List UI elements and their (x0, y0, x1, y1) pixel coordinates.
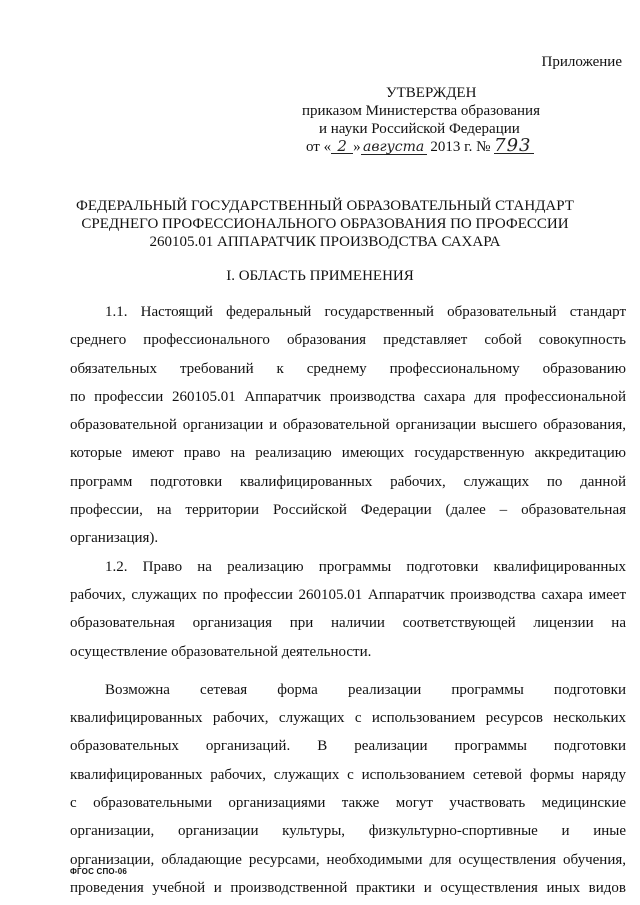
appendix-label: Приложение (541, 54, 622, 70)
handwritten-month: августа (361, 140, 427, 155)
text-line: осуществление образовательной деятельности. (70, 643, 372, 660)
text-line: Возможна сетевая форма реализации программы подготовки (105, 681, 626, 698)
text-line: обязательных требований к среднему профессиональному образованию (70, 360, 626, 377)
text-line: образовательная организация при наличии соответствующей лицензии на (70, 615, 626, 632)
text-line: квалифицированных рабочих, служащих с использованием ресурсов нескольких (70, 710, 626, 727)
title-line-2: СРЕДНЕГО ПРОФЕССИОНАЛЬНОГО ОБРАЗОВАНИЯ ПО ПРОФЕССИИ (81, 216, 569, 232)
paragraph-1-1 (70, 298, 626, 553)
text-line: 1.2. Право на реализацию программы подготовки квалифицированных (105, 558, 626, 575)
title-line-3: 260105.01 АППАРАТЧИК ПРОИЗВОДСТВА САХАРА (149, 234, 501, 250)
text-line: образовательной организации и образовательной организации высшего образования, (70, 417, 626, 434)
text-line: по профессии 260105.01 Аппаратчик производства сахара для профессиональной (70, 388, 626, 405)
paragraph-network-form (70, 676, 626, 902)
footer-code: ФГОС СПО-06 (70, 867, 127, 876)
text-line: профессии, на территории Российской Федерации (далее – образовательная (70, 502, 626, 519)
date-mid: » (353, 139, 361, 155)
text-line: программ подготовки квалифицированных рабочих, служащих по данной (70, 473, 626, 490)
text-line: 1.1. Настоящий федеральный государственный образовательный стандарт (105, 304, 626, 320)
text-line: проведения учебной и производственной практики и осуществления иных видов (70, 879, 626, 896)
text-line: квалифицированных рабочих, служащих с использованием сетевой формы наряду (70, 766, 626, 783)
text-line: рабочих, служащих по профессии 260105.01 Аппаратчик производства сахара имеет (70, 586, 626, 603)
text-line: организации, обладающие ресурсами, необходимыми для осуществления обучения, (70, 851, 626, 868)
date-year: 2013 г. № (430, 139, 491, 155)
body-text (70, 298, 626, 902)
date-prefix: от « (306, 139, 332, 155)
approval-block (300, 84, 540, 156)
handwritten-order-number: 793 (494, 139, 534, 154)
text-line: организации, организации культуры, физкультурно-спортивные и иные (70, 823, 626, 840)
text-line: с образовательными организациями также могут участвовать медицинские (70, 795, 626, 812)
standard-title (40, 197, 610, 251)
handwritten-day: 2 (331, 139, 353, 154)
paragraph-1-2 (70, 553, 626, 666)
text-line: образовательных организаций. В реализации программы подготовки (70, 738, 626, 755)
text-line: организация). (70, 530, 159, 547)
approved-heading: УТВЕРЖДЕН (386, 85, 477, 101)
section-title: I. ОБЛАСТЬ ПРИМЕНЕНИЯ (226, 268, 414, 284)
text-line: которые имеют право на реализацию имеющих государственную аккредитацию (70, 445, 626, 462)
text-line: среднего профессионального образования представляет собой совокупность (70, 332, 626, 349)
order-line-1: приказом Министерства образования (302, 103, 540, 119)
title-line-1: ФЕДЕРАЛЬНЫЙ ГОСУДАРСТВЕННЫЙ ОБРАЗОВАТЕЛЬНЫЙ СТАНДАРТ (76, 198, 574, 214)
order-date-line (300, 135, 540, 156)
order-line-2: и науки Российской Федерации (319, 121, 520, 137)
